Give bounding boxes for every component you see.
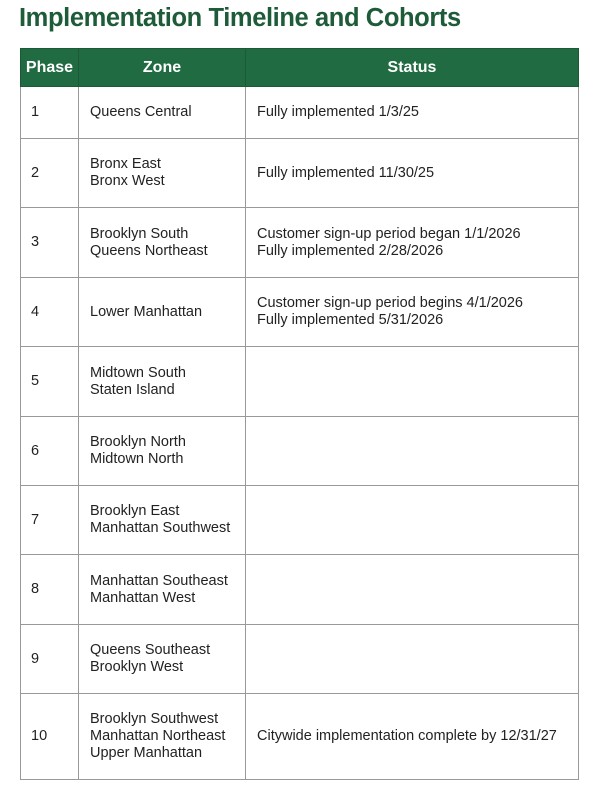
table-row	[21, 417, 579, 486]
zone-name: Upper Manhattan	[90, 745, 203, 761]
zone-name: Brooklyn West	[90, 659, 184, 675]
status-text: Fully implemented 2/28/2026	[257, 242, 444, 259]
status-text: Customer sign-up period begins 4/1/2026	[257, 295, 523, 311]
zone-cell	[79, 625, 246, 694]
zone-name: Queens Southeast	[90, 642, 211, 658]
header-phase: Phase	[21, 49, 79, 87]
status-cell	[246, 486, 579, 555]
table-row	[21, 347, 579, 417]
zone-name: Midtown North	[90, 451, 184, 467]
zone-cell	[79, 486, 246, 555]
phase-cell: 7	[21, 486, 79, 555]
zone-name: Queens Northeast	[90, 242, 208, 259]
phase-cell: 4	[21, 278, 79, 347]
status-cell	[246, 139, 579, 208]
zone-name: Brooklyn South	[90, 225, 189, 242]
timeline-table	[20, 48, 579, 780]
zone-name: Brooklyn East	[90, 503, 180, 519]
zone-cell	[79, 694, 246, 780]
zone-name: Midtown South	[90, 364, 186, 381]
zone-name: Bronx East	[90, 156, 161, 172]
table-body	[21, 87, 579, 780]
zone-name: Manhattan Southeast	[90, 572, 228, 589]
table-row	[21, 486, 579, 555]
status-text: Fully implemented 5/31/2026	[257, 312, 444, 328]
status-cell	[246, 417, 579, 486]
zone-cell	[79, 347, 246, 417]
table-header	[21, 49, 579, 87]
zone-cell	[79, 139, 246, 208]
phase-cell: 2	[21, 139, 79, 208]
status-text: Customer sign-up period began 1/1/2026	[257, 225, 521, 242]
phase-cell: 8	[21, 555, 79, 625]
status-text: Fully implemented 11/30/25	[257, 164, 435, 181]
zone-name: Brooklyn North	[90, 434, 186, 450]
table-row	[21, 139, 579, 208]
table-row	[21, 555, 579, 625]
zone-name: Manhattan Southwest	[90, 520, 231, 536]
zone-cell	[79, 208, 246, 278]
zone-cell	[79, 417, 246, 486]
status-cell	[246, 208, 579, 278]
phase-cell: 5	[21, 347, 79, 417]
status-cell	[246, 555, 579, 625]
table-row	[21, 694, 579, 780]
header-zone: Zone	[79, 49, 246, 87]
zone-name: Staten Island	[90, 381, 175, 398]
zone-cell	[79, 87, 246, 139]
table-row	[21, 625, 579, 694]
status-text: Fully implemented 1/3/25	[257, 104, 419, 120]
page-title: Implementation Timeline and Cohorts	[19, 4, 461, 32]
zone-cell	[79, 555, 246, 625]
status-cell	[246, 347, 579, 417]
phase-cell: 10	[21, 694, 79, 780]
header-status: Status	[246, 49, 579, 87]
phase-cell: 3	[21, 208, 79, 278]
status-cell	[246, 87, 579, 139]
header-row	[21, 49, 579, 87]
status-cell	[246, 625, 579, 694]
zone-name: Bronx West	[90, 173, 165, 189]
table-row	[21, 208, 579, 278]
zone-name: Brooklyn Southwest	[90, 711, 219, 727]
zone-name: Queens Central	[90, 104, 192, 120]
zone-cell	[79, 278, 246, 347]
status-cell	[246, 694, 579, 780]
status-cell	[246, 278, 579, 347]
zone-name: Manhattan West	[90, 589, 196, 606]
zone-name: Lower Manhattan	[90, 303, 203, 320]
phase-cell: 1	[21, 87, 79, 139]
status-text: Citywide implementation complete by 12/31/27	[257, 728, 557, 744]
zone-name: Manhattan Northeast	[90, 728, 226, 744]
table-row	[21, 87, 579, 139]
table-row	[21, 278, 579, 347]
phase-cell: 6	[21, 417, 79, 486]
phase-cell: 9	[21, 625, 79, 694]
